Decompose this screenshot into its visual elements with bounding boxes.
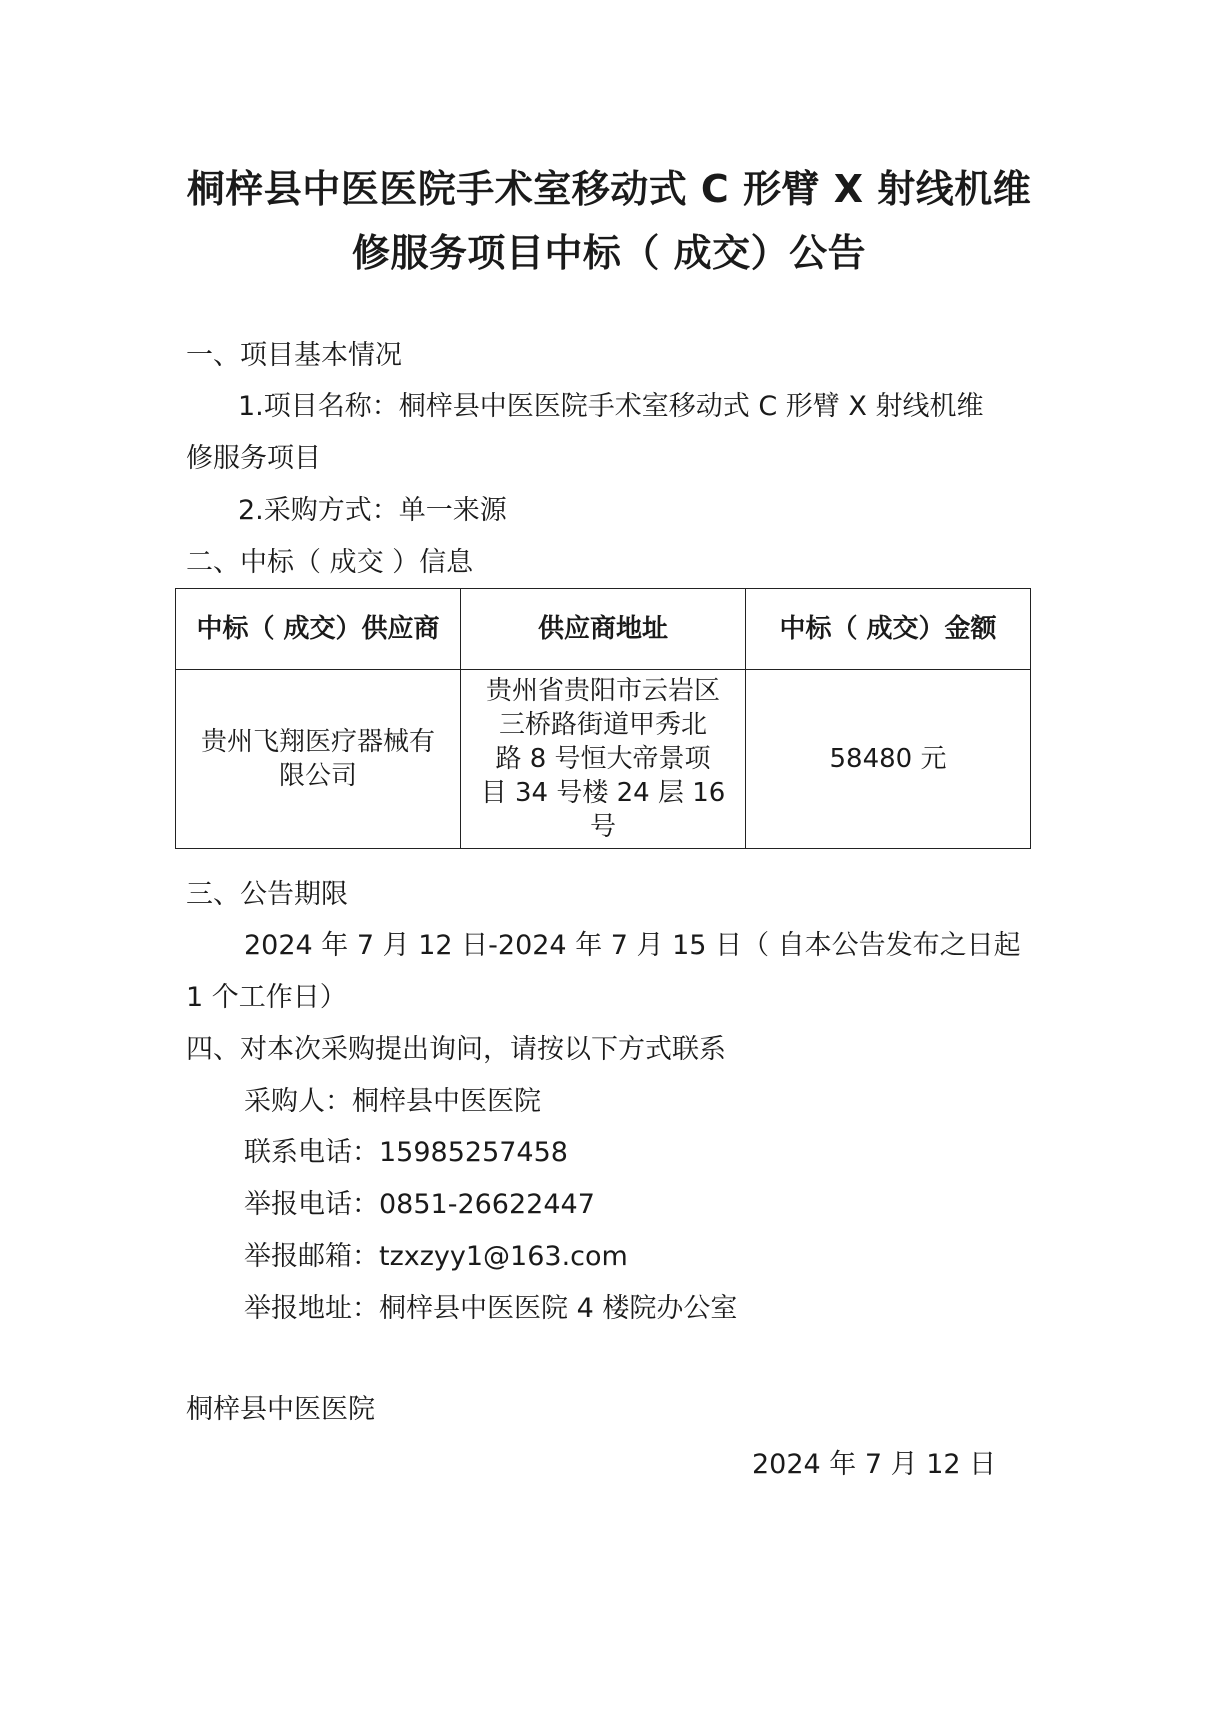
project-name-line-1: 1.项目名称：桐梓县中医医院手术室移动式 C 形臂 X 射线机维: [238, 391, 984, 422]
report-address: 举报地址：桐梓县中医医院 4 楼院办公室: [244, 1293, 738, 1324]
table-row: [176, 670, 1031, 849]
address-line-5: 号: [589, 812, 616, 842]
section-3-heading: 三、公告期限: [186, 879, 348, 910]
issuer-organization: 桐梓县中医医院: [186, 1394, 375, 1425]
table-header-amount: 中标（ 成交）金额: [746, 589, 1031, 670]
address-line-2: 三桥路街道甲秀北: [498, 710, 707, 740]
page-title-line-1: 桐梓县中医医院手术室移动式 C 形臂 X 射线机维: [186, 167, 1032, 211]
supplier-line-1: 贵州飞翔医疗器械有: [200, 727, 435, 757]
award-table: [175, 588, 1031, 849]
table-header-address: 供应商地址: [461, 589, 746, 670]
address-cell: [461, 670, 746, 849]
section-2-heading: 二、中标（ 成交 ）信息: [186, 547, 474, 578]
address-line-3: 路 8 号恒大帝景项: [495, 744, 711, 774]
supplier-line-2: 限公司: [278, 761, 357, 791]
issue-date: 2024 年 7 月 12 日: [752, 1449, 997, 1480]
contact-phone: 联系电话：15985257458: [244, 1137, 568, 1168]
section-4-heading: 四、对本次采购提出询问，请按以下方式联系: [186, 1034, 726, 1065]
notice-period-line-1: 2024 年 7 月 12 日-2024 年 7 月 15 日（ 自本公告发布之日起: [244, 930, 1021, 961]
purchaser: 采购人：桐梓县中医医院: [244, 1086, 541, 1117]
procurement-method: 2.采购方式：单一来源: [238, 495, 507, 526]
report-phone: 举报电话：0851-26622447: [244, 1189, 595, 1220]
table-header-supplier: 中标（ 成交）供应商: [176, 589, 461, 670]
notice-period-line-2: 1 个工作日）: [186, 982, 347, 1013]
page-title-line-2: 修服务项目中标（ 成交）公告: [351, 231, 867, 275]
project-name-line-2: 修服务项目: [186, 443, 321, 474]
section-1-heading: 一、项目基本情况: [186, 340, 402, 371]
address-line-1: 贵州省贵阳市云岩区: [485, 676, 720, 706]
supplier-cell: [176, 670, 461, 849]
address-line-4: 目 34 号楼 24 层 16: [480, 778, 726, 808]
report-email: 举报邮箱：tzxzyy1@163.com: [244, 1241, 628, 1272]
amount-cell: 58480 元: [746, 670, 1031, 849]
table-header-row: [176, 589, 1031, 670]
